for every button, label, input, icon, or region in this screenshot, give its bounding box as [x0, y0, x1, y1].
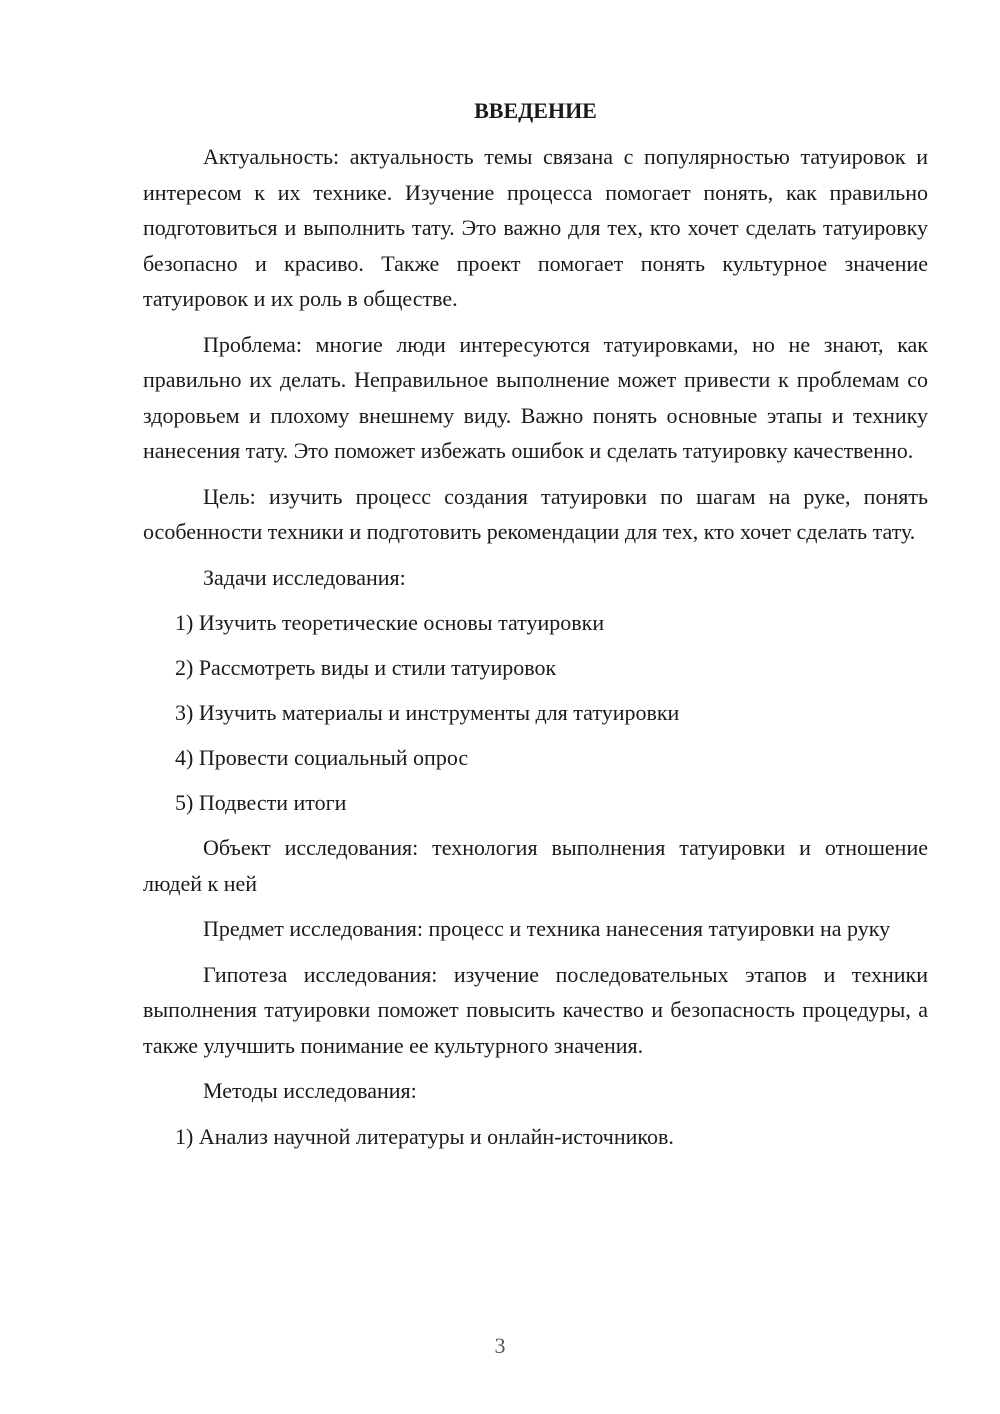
page-title: ВВЕДЕНИЕ: [474, 98, 597, 123]
list-item: 1) Изучить теоретические основы татуировки: [175, 610, 605, 635]
methods-list: [143, 1119, 928, 1155]
hypothesis-paragraph: Гипотеза исследования: изучение последовательных этапов и техники выполнения татуировки поможет повысить качество и безопасность процедуры, а также улучшить понимание ее культурного значения.: [143, 961, 928, 1058]
goal-paragraph: Цель: изучить процесс создания татуировки по шагам на руке, понять особенности техники и подготовить рекомендации для тех, кто хочет сделать тату.: [143, 483, 928, 544]
problem-paragraph: Проблема: многие люди интересуются татуировками, но не знают, как правильно их делать. Неправильное выполнение может привести к проблемам со здоровьем и плохому внешнему виду. Важно понять основные этапы и технику нанесения тату. Это поможет избежать ошибок и сделать татуировку качественно.: [143, 331, 928, 463]
tasks-list: [143, 605, 928, 821]
relevance-paragraph: Актуальность: актуальность темы связана с популярностью татуировок и интересом к их технике. Изучение процесса помогает понять, как правильно подготовиться и выполнить тату. Это важно для тех, кто хочет сделать татуировку безопасно и красиво. Также проект помогает понять культурное значение татуировок и их роль в обществе.: [143, 144, 928, 311]
tasks-heading: Задачи исследования:: [203, 564, 406, 590]
list-item: 4) Провести социальный опрос: [175, 745, 469, 770]
list-item: 5) Подвести итоги: [175, 790, 347, 815]
object-paragraph: Объект исследования: технология выполнения татуировки и отношение людей к ней: [143, 835, 928, 896]
list-item: 3) Изучить материалы и инструменты для татуировки: [175, 700, 680, 725]
list-item: 1) Анализ научной литературы и онлайн-источников.: [175, 1123, 674, 1149]
methods-heading: Методы исследования:: [203, 1078, 417, 1103]
list-item: 2) Рассмотреть виды и стили татуировок: [175, 655, 557, 680]
subject-paragraph: Предмет исследования: процесс и техника нанесения татуировки на руку: [203, 916, 891, 941]
page-number: 3: [494, 1333, 506, 1358]
document-page: [143, 96, 928, 1164]
